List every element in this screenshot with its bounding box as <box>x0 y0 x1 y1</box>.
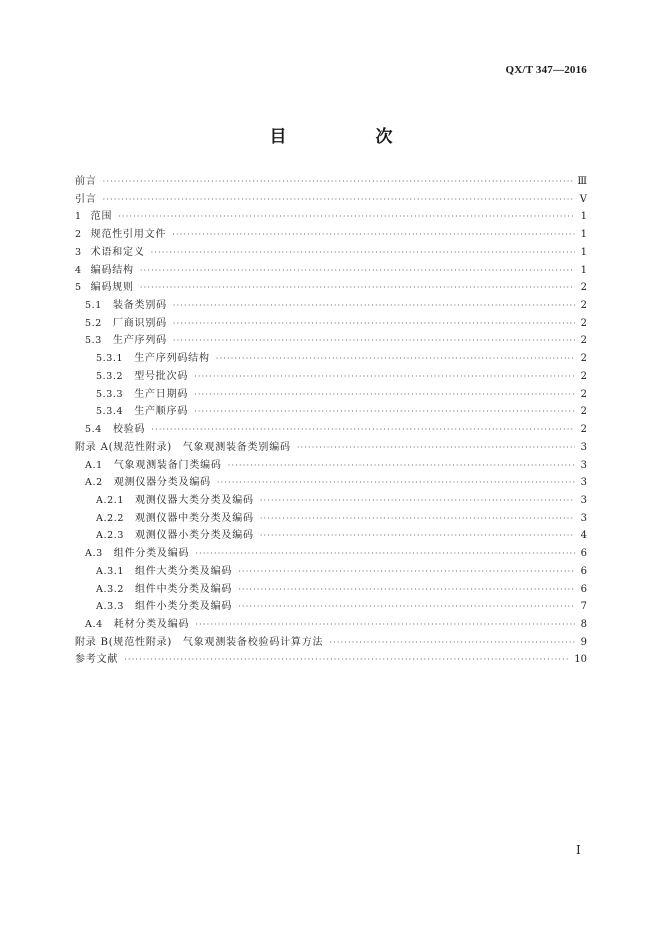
table-of-contents <box>75 173 587 669</box>
toc-entry[interactable] <box>75 421 587 439</box>
dot-leader <box>103 173 574 191</box>
toc-entry[interactable] <box>75 545 587 563</box>
toc-entry-page: 2 <box>580 370 587 382</box>
toc-entry-page: 3 <box>580 512 587 524</box>
toc-entry[interactable] <box>75 368 587 386</box>
toc-entry-number: 5.2 <box>85 317 102 329</box>
toc-entry-label: 前言 <box>75 176 97 187</box>
toc-entry-page: 2 <box>580 282 587 294</box>
toc-entry[interactable] <box>75 279 587 297</box>
toc-entry-label: 气象观测装备门类编码 <box>113 459 222 471</box>
toc-entry-number: A.2.3 <box>96 530 124 542</box>
dot-leader <box>194 403 575 421</box>
toc-entry-label: 术语和定义 <box>90 246 145 258</box>
dot-leader <box>217 474 575 492</box>
toc-entry-page: 2 <box>580 335 587 347</box>
toc-entry[interactable] <box>75 527 587 545</box>
toc-entry-page: 6 <box>580 583 587 595</box>
toc-entry-label: 耗材分类及编码 <box>113 618 190 630</box>
toc-entry[interactable] <box>75 403 587 421</box>
toc-entry-label: 观测仪器分类及编码 <box>113 477 211 489</box>
dot-leader <box>329 634 575 652</box>
toc-entry-number: 4 <box>75 264 82 276</box>
dot-leader <box>173 332 575 350</box>
toc-entry-label: 观测仪器中类分类及编码 <box>135 512 254 524</box>
toc-entry[interactable] <box>75 510 587 528</box>
dot-leader <box>118 208 575 226</box>
toc-entry[interactable] <box>75 332 587 350</box>
toc-entry-label: 组件分类及编码 <box>113 548 190 560</box>
toc-entry[interactable] <box>75 386 587 404</box>
toc-entry-label: 型号批次码 <box>134 370 189 382</box>
toc-entry-page: Ⅲ <box>577 176 587 187</box>
dot-leader <box>238 581 575 599</box>
toc-entry[interactable] <box>75 208 587 226</box>
dot-leader <box>194 386 575 404</box>
toc-entry[interactable] <box>75 457 587 475</box>
dot-leader <box>195 616 575 634</box>
toc-entry[interactable] <box>75 262 587 280</box>
toc-entry-page: 3 <box>580 459 587 471</box>
toc-entry[interactable] <box>75 581 587 599</box>
toc-entry-label: 生产序列码 <box>112 335 167 347</box>
toc-entry-number: A.2 <box>85 477 103 489</box>
toc-entry-label: 观测仪器小类分类及编码 <box>135 530 254 542</box>
toc-entry-page: 1 <box>580 246 587 258</box>
toc-entry-label: 引言 <box>75 193 97 205</box>
toc-entry-page: 2 <box>580 317 587 329</box>
toc-entry-number: 5.1 <box>85 300 102 312</box>
toc-entry-label: 生产序列码结构 <box>134 353 210 365</box>
dot-leader <box>297 439 575 457</box>
toc-entry-number: 5.3.3 <box>96 388 124 400</box>
toc-entry-page: 2 <box>580 300 587 312</box>
toc-entry[interactable] <box>75 563 587 581</box>
toc-entry[interactable] <box>75 634 587 652</box>
toc-entry-page: 1 <box>580 211 587 223</box>
toc-entry-label: 范围 <box>90 211 113 223</box>
toc-entry-label: 规范性引用文件 <box>90 229 167 241</box>
toc-entry[interactable] <box>75 474 587 492</box>
toc-entry[interactable] <box>75 439 587 457</box>
toc-entry-page: 8 <box>580 618 587 630</box>
toc-entry-number: A.4 <box>85 618 103 630</box>
toc-entry-label: 附录 A(规范性附录) 气象观测装备类别编码 <box>75 441 291 453</box>
dot-leader <box>140 262 575 280</box>
dot-leader <box>238 563 575 581</box>
dot-leader <box>124 651 570 669</box>
toc-entry[interactable] <box>75 350 587 368</box>
dot-leader <box>173 315 575 333</box>
toc-entry-page: 6 <box>580 565 587 577</box>
toc-entry-number: 3 <box>75 246 82 258</box>
dot-leader <box>238 598 575 616</box>
toc-entry-label: 附录 B(规范性附录) 气象观测装备校验码计算方法 <box>75 636 324 648</box>
toc-entry[interactable] <box>75 297 587 315</box>
toc-entry[interactable] <box>75 226 587 244</box>
toc-entry-label: 生产日期码 <box>134 388 189 400</box>
toc-entry-number: A.3 <box>85 548 103 560</box>
toc-entry-page: 9 <box>580 636 587 648</box>
page-number: Ⅰ <box>576 843 581 857</box>
dot-leader <box>172 226 575 244</box>
toc-entry-number: 5.3 <box>85 335 102 347</box>
toc-entry-number: A.3.3 <box>96 601 124 613</box>
toc-entry-label: 校验码 <box>112 424 146 436</box>
toc-entry-number: A.1 <box>85 459 103 471</box>
toc-entry-number: A.2.1 <box>96 494 124 506</box>
toc-entry-label: 参考文献 <box>75 654 119 666</box>
toc-entry-label: 组件中类分类及编码 <box>135 583 233 595</box>
toc-entry-page: 2 <box>580 424 587 436</box>
page-title: 目 次 <box>269 127 429 147</box>
toc-entry-number: 5.3.4 <box>96 406 124 418</box>
toc-entry-number: A.3.2 <box>96 583 124 595</box>
dot-leader <box>260 492 575 510</box>
toc-entry[interactable] <box>75 173 587 191</box>
toc-entry-number: 5.4 <box>85 424 102 436</box>
toc-entry-page: 2 <box>580 388 587 400</box>
dot-leader <box>228 457 575 475</box>
toc-entry-label: 组件大类分类及编码 <box>135 565 233 577</box>
toc-entry-page: 6 <box>580 548 587 560</box>
dot-leader <box>173 297 575 315</box>
toc-entry-page: 4 <box>580 530 587 542</box>
toc-entry-page: 2 <box>580 353 587 365</box>
dot-leader <box>103 191 575 209</box>
toc-entry[interactable] <box>75 616 587 634</box>
dot-leader <box>216 350 575 368</box>
toc-entry-page: 3 <box>580 441 587 453</box>
toc-entry-label: 厂商识别码 <box>112 317 167 329</box>
toc-entry[interactable] <box>75 651 587 669</box>
toc-entry-page: 3 <box>580 494 587 506</box>
toc-entry[interactable] <box>75 244 587 262</box>
dot-leader <box>194 368 575 386</box>
toc-entry-number: 1 <box>75 211 82 223</box>
toc-entry-page: 10 <box>574 654 587 666</box>
toc-entry[interactable] <box>75 598 587 616</box>
dot-leader <box>151 244 575 262</box>
toc-entry-number: 2 <box>75 229 82 241</box>
toc-entry-number: A.2.2 <box>96 512 124 524</box>
toc-entry-page: 2 <box>580 406 587 418</box>
dot-leader <box>140 279 575 297</box>
toc-entry-page: 1 <box>580 229 587 241</box>
toc-entry-label: 编码规则 <box>90 282 134 294</box>
toc-entry-number: 5.3.2 <box>96 370 124 382</box>
dot-leader <box>260 527 575 545</box>
toc-entry-page: Ⅴ <box>579 193 587 205</box>
toc-entry-label: 组件小类分类及编码 <box>135 601 233 613</box>
toc-entry-page: 7 <box>580 601 587 613</box>
dot-leader <box>260 510 575 528</box>
toc-entry-label: 编码结构 <box>90 264 134 276</box>
toc-entry-number: A.3.1 <box>96 565 124 577</box>
toc-entry-number: 5.3.1 <box>96 353 124 365</box>
toc-entry-label: 观测仪器大类分类及编码 <box>135 494 254 506</box>
toc-entry-label: 装备类别码 <box>112 300 167 312</box>
dot-leader <box>151 421 575 439</box>
toc-entry[interactable] <box>75 191 587 209</box>
toc-entry[interactable] <box>75 492 587 510</box>
toc-entry-page: 3 <box>580 477 587 489</box>
toc-entry[interactable] <box>75 315 587 333</box>
toc-entry-number: 5 <box>75 282 82 294</box>
toc-entry-page: 1 <box>580 264 587 276</box>
standard-code: QX/T 347—2016 <box>505 64 587 76</box>
toc-entry-label: 生产顺序码 <box>134 406 189 418</box>
dot-leader <box>195 545 575 563</box>
